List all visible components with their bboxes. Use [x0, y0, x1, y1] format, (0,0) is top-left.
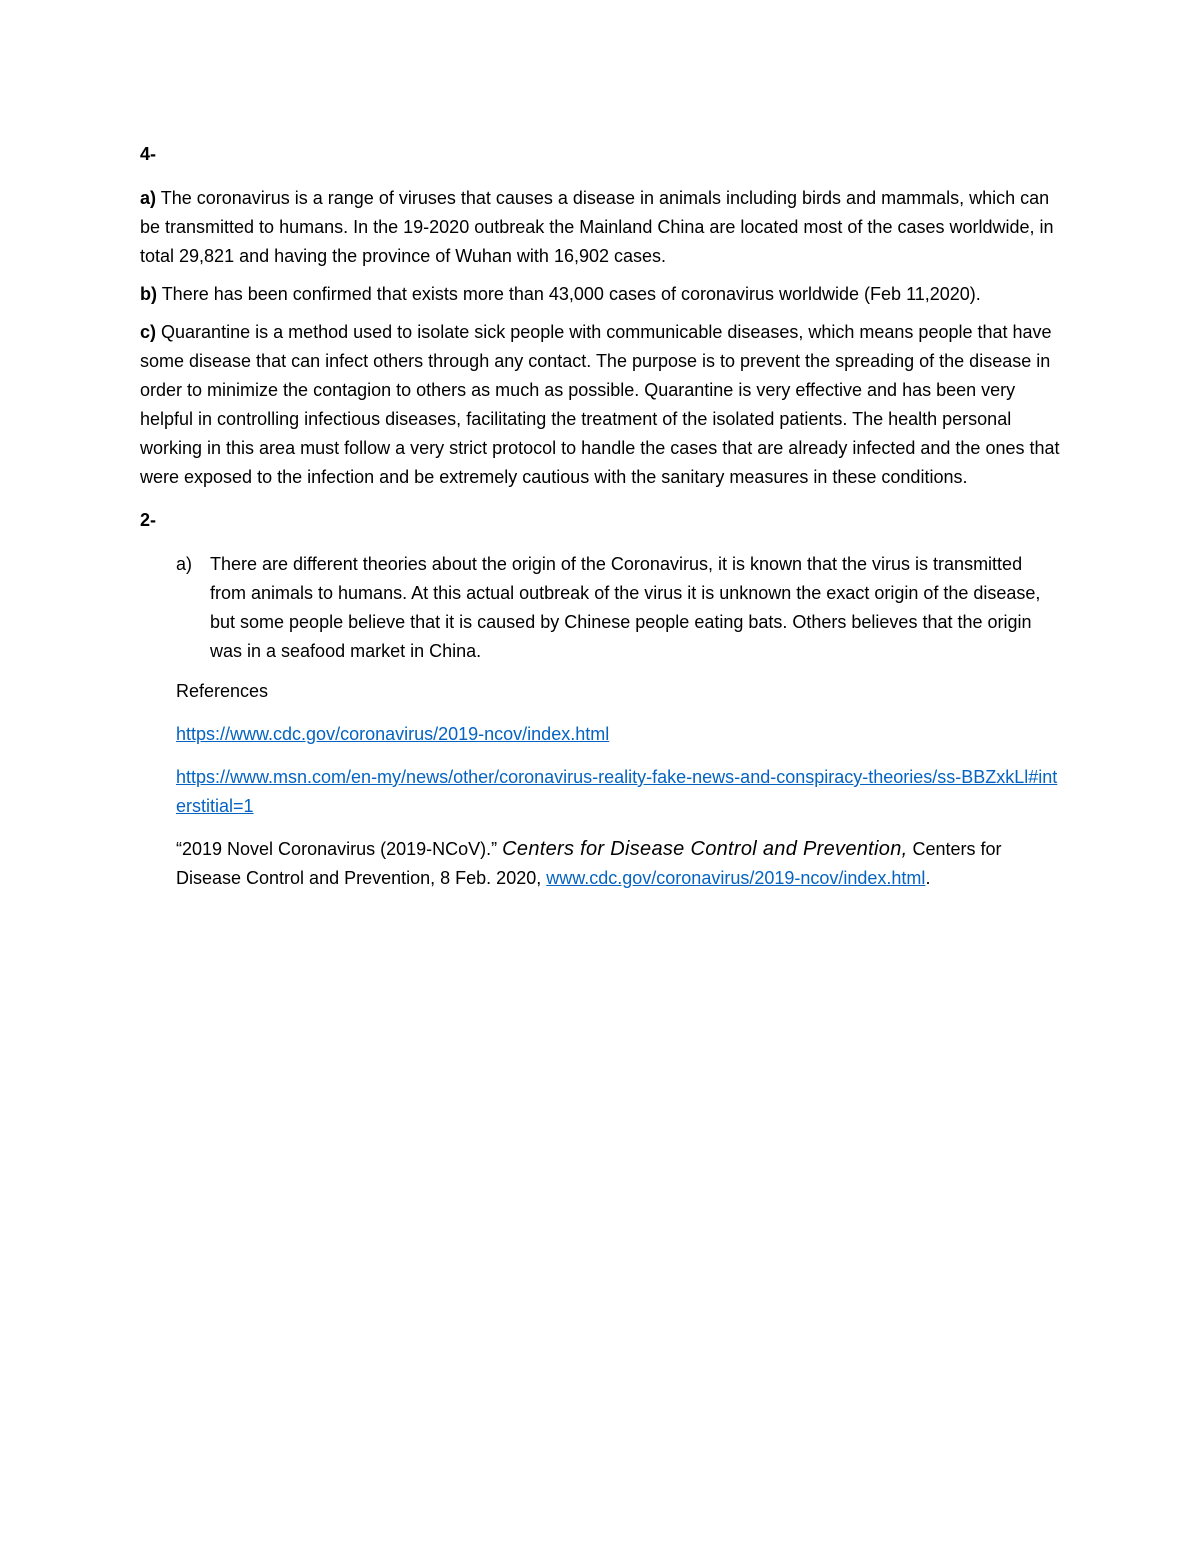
reference-link-msn[interactable]: https://www.msn.com/en-my/news/other/coronavirus-reality-fake-news-and-conspiracy-theories/ss-BBZxkLl#interstitial=1 — [176, 767, 1058, 816]
paragraph-4a-text: The coronavirus is a range of viruses that causes a disease in animals including birds and mammals, which can be transmitted to humans. In the 19-2020 outbreak the Mainland China are located most of the cases worldwide, in total 29,821 and having the province of Wuhan with 16,902 cases. — [140, 188, 1054, 266]
reference-citation — [176, 835, 1060, 893]
paragraph-4a — [140, 184, 1060, 271]
paragraph-4a-label: a) — [140, 188, 157, 208]
list-item — [140, 550, 1060, 666]
list-item-text: There are different theories about the origin of the Coronavirus, it is known that the virus is transmitted from animals to humans. At this actual outbreak of the virus it is unknown the exact origin of the disease, but some people believe that it is caused by Chinese people eating bats. Others believes that the origin was in a seafood market in China. — [210, 554, 1041, 661]
citation-link[interactable]: www.cdc.gov/coronavirus/2019-ncov/index.html — [546, 868, 926, 888]
section-2-heading: 2- — [140, 510, 157, 530]
references-title: References — [176, 681, 269, 701]
reference-1 — [176, 720, 1060, 749]
paragraph-4c-text: Quarantine is a method used to isolate sick people with communicable diseases, which means people that have some disease that can infect others through any contact. The purpose is to prevent the spreading of the disease in order to minimize the contagion to others as much as possible. Quarantine is very effective and has been very helpful in controlling infectious diseases, facilitating the treatment of the isolated patients. The health personal working in this area must follow a very strict protocol to handle the cases that are already infected and the ones that were exposed to the infection and be extremely cautious with the sanitary measures in these conditions. — [140, 322, 1060, 487]
paragraph-4b-text: There has been confirmed that exists more than 43,000 cases of coronavirus worldwide (Feb 11,2020). — [161, 284, 981, 304]
section-4-heading: 4- — [140, 144, 157, 164]
citation-rest: Centers for Disease Control and Prevention, 8 Feb. 2020, — [176, 839, 1002, 888]
paragraph-4b-label: b) — [140, 284, 157, 304]
paragraph-4c — [140, 318, 1060, 492]
section-2-list — [140, 550, 1060, 666]
paragraph-4c-label: c) — [140, 322, 157, 342]
document-body — [140, 140, 1060, 907]
list-marker: a) — [176, 554, 193, 574]
paragraph-4b — [140, 280, 1060, 309]
citation-end: . — [925, 868, 931, 888]
reference-link-cdc[interactable]: https://www.cdc.gov/coronavirus/2019-ncov/index.html — [176, 724, 610, 744]
citation-prefix: “2019 Novel Coronavirus (2019-NCoV).” — [176, 839, 498, 859]
reference-2 — [176, 763, 1060, 821]
citation-title: Centers for Disease Control and Prevention, — [502, 838, 908, 860]
